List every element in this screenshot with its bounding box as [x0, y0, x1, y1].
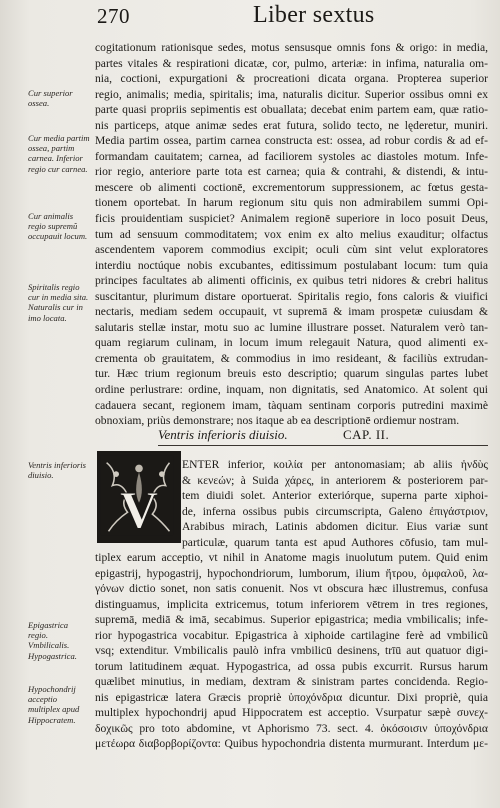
- chapter-body-text: [95, 550, 488, 752]
- text-line: ENTER inferior, κοιλία per antonomasiam; ab aliis ἠνδὺς: [182, 458, 488, 471]
- chapter-rule: [158, 445, 488, 446]
- text-line: regio, animalis; media, spiritalis; ima, naturalis dicitur. Superior ossibus omni ex: [95, 87, 488, 101]
- margin-note: Cur superior ossea.: [28, 88, 73, 109]
- text-line: multiplex hypochondrij apud Hippocratem est acceptio. Vsurpatur sæpè συνεχ-: [95, 706, 488, 719]
- text-line: de, inferna ossibus pubis circumscripta, Galeno ἐπιγάστριον,: [182, 504, 488, 518]
- text-line: nis particeps, atque animæ sedes erat futura, solido tecto, ne lęderetur, muniri.: [95, 118, 488, 132]
- text-line: particulæ, quarum tanta est apud Authores cōfusio, tam mul-: [182, 535, 488, 549]
- text-line: cadauera secant, regionem imam, tàquam sentinam corporis putredini maximè: [95, 398, 488, 412]
- ornament-initial-icon: [99, 453, 179, 541]
- text-line: tem diuidi solet. Anterior exteriórque, superna parte xiphoi-: [182, 489, 488, 502]
- text-line: Arabibus mirach, Latinis abdomen dicitur. Eius variæ sunt: [182, 520, 488, 533]
- text-line: principes facultates ab alimenti officinis, ex quibus tetri nidores & crebri halitus: [95, 274, 488, 288]
- text-line: δοχικῶς pro toto abdomine, vt Aphorismo 73. sect. 4. ὁκόσοισιν ὑποχόνδρια: [95, 721, 488, 735]
- text-line: partes vitales & respirationi dicatæ, cor, pulmo, arteriæ: in infima, naturalia om-: [95, 56, 488, 70]
- text-line: obnoxiam, priùs demonstrare; nos itaque ab ea descriptionē ordiemur nostram.: [95, 414, 460, 428]
- margin-note: Ventris inferioris diuisio.: [28, 460, 87, 481]
- running-title: Liber sextus: [253, 2, 375, 28]
- text-line: γόνων dictio sonet, non satis conuenit. Nos vt obscura hæc illustremus, confusa: [95, 582, 488, 595]
- text-line: tum ad sensuum commoditatem; vox enim ex alto melius exauditur; olfactus: [95, 227, 488, 241]
- margin-note: Hypochondrij acceptio multiplex apud Hippocratem.: [28, 684, 80, 725]
- text-line: suscitantur, plurimum distare oportuerat. Spiritalis regio, fons caloris & viuifici: [95, 289, 488, 303]
- margin-note: Spiritalis regio cur in media sita. Naturalis cur in imo locata.: [28, 282, 89, 323]
- text-line: mescere ob alimenti coctionē, excrementorum suppressionem, ac fœtus gesta-: [95, 180, 488, 194]
- text-line: nia, coctioni, expurgationi & procreationi dicata organa. Propterea superior: [95, 72, 488, 86]
- text-line: tionem oportebat. In harum regionum situ quis non admirabilem summi Opi-: [95, 196, 488, 210]
- margin-note: Cur media partim ossea, partim carnea. Inferior regio cur carnea.: [28, 133, 90, 174]
- text-line: interdiu noctúque nobis excubantes, editissimum postulabant locum: tum quia: [95, 258, 488, 272]
- text-line: torum latitudinem æquat. Hypogastrica, ad ossa pubis excurrit. Rursus harum: [95, 659, 488, 673]
- text-line: ordine perlustrare: ordine, inquam, non dignitatis, sed Anatomico. At solent qui: [95, 383, 488, 397]
- text-line: formandam cauitatem; carnea, ad faciliorem systoles ac diastoles motum. Infe-: [95, 149, 488, 163]
- margin-note: Cur animalis regio supremũ occupauit locum.: [28, 211, 88, 242]
- text-line: quam regiarum culinam, in locum imum relegauit Natura, quod alimenti ex-: [95, 336, 488, 350]
- text-line: crementa ob grauitatem, & commodius in imo resideant, & faciliùs extrudan-: [95, 351, 488, 365]
- text-line: μετέωρα διαβορβορίζοντα: Quibus hypochondria distenta murmurant. Interdum με-: [95, 737, 488, 750]
- text-line: ascendentem vaporem commodius excipit; oculi cùm sint velut exploratores: [95, 243, 488, 257]
- text-line: parte quasi propriis sepimentis est obuallata; decebat enim partem eam, quæ ratio-: [95, 103, 488, 117]
- text-line: nectaris, mediam sedem occupauit, vt supremā & imam prospetæ cuiusdam &: [95, 305, 488, 319]
- chapter-title: Ventris inferioris diuisio.: [158, 427, 288, 442]
- chapter-heading: [158, 427, 488, 445]
- section-regions-text: [95, 40, 488, 429]
- text-line: quælibet minutius, in mediam, dextram & sinistram partes concidenda. Regio-: [95, 675, 488, 688]
- svg-text:V: V: [119, 479, 159, 540]
- decorated-initial: [97, 451, 181, 543]
- text-line: Media partim ossea, partim carnea constructa est: ossea, ad robur cordis & ad ef-: [95, 134, 488, 148]
- text-line: supremā, mediā & imā, secabimus. Superior epigastrica; media vmbilicalis; infe-: [95, 613, 488, 626]
- text-line: ficis prouidentiam suspiciet? Animalem regionē superiore in loco posuit Deus,: [95, 212, 488, 226]
- chapter-opening-text: [182, 457, 488, 550]
- text-line: & κενεών; à Suida χάρες, in anteriorem & posteriorem par-: [182, 473, 488, 487]
- page-header: [95, 0, 495, 38]
- text-line: tur. Hæc trium regionum breuis esto descriptio; quarum singulas partes lubet: [95, 367, 488, 381]
- text-line: distinguamus, implicita extricemus, totum inferiorem vētrem in tres regiones,: [95, 597, 488, 611]
- text-line: vsq; extenditur. Vmbilicalis paulò infra vmbilicū desinens, trīū aut quatuor digi-: [95, 644, 488, 657]
- margin-note: Epigastrica regio. Vmbilicalis. Hypogastrica.: [28, 620, 77, 661]
- margin-notes: [28, 0, 90, 808]
- text-line: epigastrij, hypogastrij, hypochondriorum, lumborum, ilium ἤτρου, ὀμφαλοῦ, λα-: [95, 566, 488, 580]
- text-line: cogitationum rationisque sedes, motus sensusque omnis fons & origo: in media,: [95, 41, 488, 54]
- text-line: rior regio, anteriore parte tota est carnea; quia & contrahi, & distendi, & intu-: [95, 165, 488, 179]
- chapter-number: CAP. II.: [343, 427, 390, 442]
- text-line: rior hypogastrica vocabitur. Epigastrica à xiphoide cartilagine ferè ad vmbilicũ: [95, 628, 488, 642]
- page-number: 270: [97, 4, 130, 28]
- text-line: salutaris stellæ instar, motu suo ac lumine illustrare posset. Naturalem verò tan-: [95, 320, 488, 334]
- text-line: nis epigastricæ latera Græcis propriè ὑποχόνδρια dicuntur. Dixi propriè, quia: [95, 690, 488, 704]
- text-line: tiplex earum acceptio, vt nihil in Anatome magis inuolutum putem. Quid enim: [95, 551, 488, 564]
